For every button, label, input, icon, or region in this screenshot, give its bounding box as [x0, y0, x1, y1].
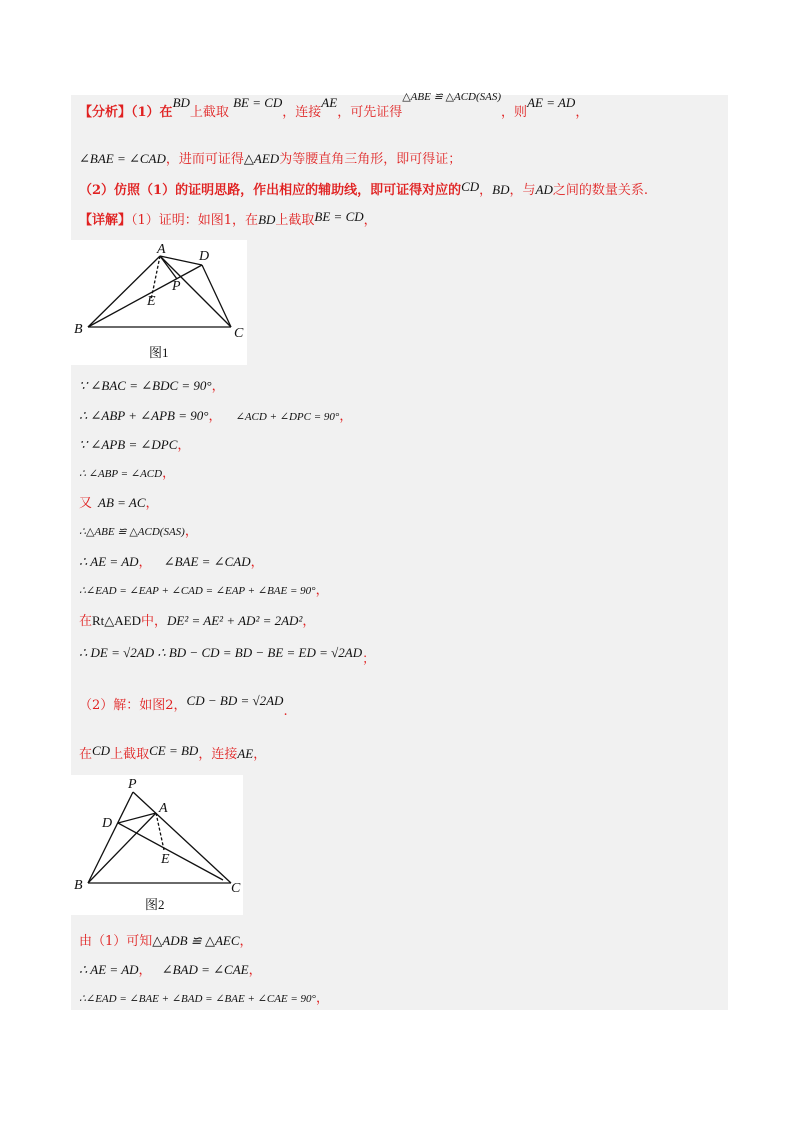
figure-1-label-d: D [199, 249, 210, 264]
segment-ac [160, 256, 231, 327]
rt-triangle-line: 在Rt△AED中，DE² = AE² + AD² = 2AD²， [79, 613, 316, 629]
segment-ab [88, 256, 160, 327]
segment-bd [88, 265, 202, 327]
solution-panel [71, 91, 728, 1010]
proof1-step-6: ∴△ABE ≌ △ACD(SAS)， [79, 524, 198, 539]
figure-1-diagram [71, 240, 247, 365]
segment-dc [202, 265, 231, 327]
segment-ba [88, 813, 156, 883]
figure-2-label-e: E [161, 852, 170, 867]
detail-tag: 【详解】 [79, 213, 132, 228]
analysis-line-3: （2）仿照（1）的证明思路，作出相应的辅助线，即可证得对应的CD，BD，与AD之间的数量关系. [79, 179, 649, 198]
figure-2-label-p: P [128, 777, 137, 792]
proof1-step-8: ∴∠EAD = ∠EAP + ∠CAD = ∠EAP + ∠BAE = 90°， [79, 583, 329, 598]
proof2-line-3: ∴∠EAD = ∠BAE + ∠BAD = ∠BAE + ∠CAE = 90°， [79, 991, 329, 1006]
figure-2-caption: 图2 [145, 897, 165, 912]
part2-line-1: （2）解：如图2，CD − BD = √2AD. [79, 693, 288, 719]
figure-1-label-b: B [74, 322, 83, 337]
figure-1 [71, 240, 247, 365]
analysis-line-2: ∠BAE = ∠CAD，进而可证得△AED为等腰直角三角形，即可得证； [79, 151, 462, 167]
figure-2 [71, 775, 243, 915]
proof2-line-2: ∴ AE = AD， ∠BAD = ∠CAE， [79, 962, 262, 978]
figure-2-diagram [71, 775, 243, 915]
figure-2-label-d: D [102, 816, 113, 831]
segment-bp [88, 792, 133, 883]
figure-2-label-c: C [231, 881, 241, 896]
proof1-step-5: 又 AB = AC， [79, 495, 159, 511]
analysis-line-1: 【分析】（1）在BD上截取 BE = CD，连接AE，可先证得$^{\triangle ABE ≌ \triangle ACD(SAS)}$，则AE = AD， [79, 91, 589, 120]
proof1-step-3: ∵ ∠APB = ∠DPC， [79, 437, 191, 453]
segment-pc [133, 792, 231, 883]
part2-line-2: 在CD上截取CE = BD，连接AE， [79, 743, 267, 762]
segment-dc [118, 823, 223, 880]
figure-1-label-a: A [157, 242, 166, 257]
figure-1-label-e: E [147, 294, 156, 309]
proof1-step-7: ∴ AE = AD， ∠BAE = ∠CAD， [79, 554, 264, 570]
figure-2-label-b: B [74, 878, 83, 893]
proof1-step-4: ∴ ∠ABP = ∠ACD， [79, 466, 176, 481]
figure-1-caption: 图1 [149, 345, 169, 360]
conclusion-1: ∴ DE = √2AD ∴ BD − CD = BD − BE = ED = √2AD； [79, 645, 376, 667]
detail-line-1: 【详解】（1）证明：如图1，在BD上截取BE = CD， [79, 209, 377, 228]
figure-1-label-p: P [172, 279, 181, 294]
figure-2-label-a: A [159, 801, 168, 816]
analysis-tag: 【分析】 [79, 105, 132, 120]
proof1-step-2: ∴ ∠ABP + ∠APB = 90°， ∠ACD + ∠DPC = 90°， [79, 408, 353, 424]
proof1-step-1: ∵ ∠BAC = ∠BDC = 90°， [79, 378, 225, 394]
proof2-line-1: 由（1）可知△ADB ≌ △AEC， [79, 933, 253, 949]
figure-1-label-c: C [234, 326, 244, 341]
